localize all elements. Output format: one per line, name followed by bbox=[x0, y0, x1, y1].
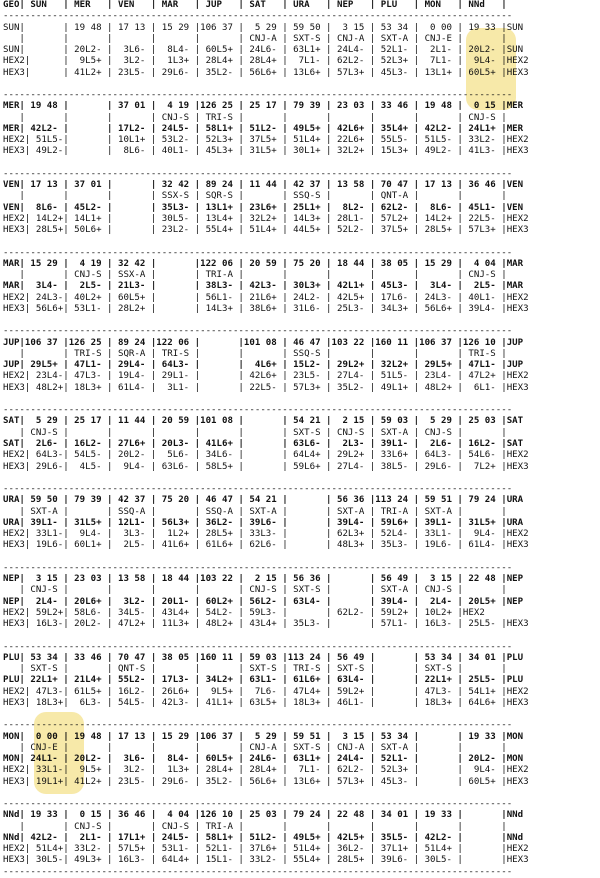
grid-row: | | | | | | CNJ-A | SXT-S | CNJ-A | SXT-A | CNJ-E | | bbox=[3, 33, 507, 44]
grid-row: JUP|106 37 |126 25 | 89 24 |122 06 | |101 08 | 46 47 |103 22 |160 11 |106 37 |126 10 |JUP bbox=[3, 337, 524, 348]
grid-row: NEP| 3 15 | 23 03 | 13 58 | 18 44 |103 22 | 2 15 | 56 36 | | 56 49 | 3 15 | 22 48 |NEP bbox=[3, 574, 524, 585]
grid-row: MAR| 3L4- | 2L5- | 21L3- | | 38L3- | 42L3- | 30L3+ | 42L1+ | 45L3- | 3L4- | 2L5- |MAR bbox=[3, 281, 524, 292]
grid-row: VEN| 17 13 | 37 01 | | 32 42 | 89 24 | 11 44 | 42 37 | 13 58 | 70 47 | 17 13 | 36 46 |VEN bbox=[3, 180, 524, 191]
grid-divider: --------------------------------------------------------------------------------------------- bbox=[3, 326, 513, 337]
grid-divider: --------------------------------------------------------------------------------------------- bbox=[3, 799, 513, 810]
grid-row: HEX2| 64L3-| 54L5- | 20L2- | 5L6- | 34L6- | | 64L4+ | 29L2+ | 33L6+ | 64L3- | 54L6- |HEX2 bbox=[3, 450, 529, 461]
grid-row: MAR| 15 29 | 4 19 | 32 42 | |122 06 | 20 59 | 75 20 | 18 44 | 38 05 | 15 29 | 4 04 |MAR bbox=[3, 258, 524, 269]
grid-row: SUN| | 19 48 | 17 13 | 15 29 |106 37 | 5 29 | 59 50 | 3 15 | 53 34 | 0 00 | 19 33 |SUN bbox=[3, 22, 524, 33]
grid-row: HEX3| 19L6-| 60L1+ | 2L5- | 41L6+ | 61L6+ | 62L6- | | 48L3+ | 35L3- | 19L6- | 61L4- |HEX3 bbox=[3, 540, 529, 551]
grid-row: HEX2| 47L3-| 61L5+ | 16L2- | 26L6+ | 9L5+ | 7L6- | 47L4+ | 59L2+ | | 47L3- | 54L1+ |HEX2 bbox=[3, 686, 529, 697]
grid-row: | CNJ-E | | | | | CNJ-A | SXT-S | CNJ-A | SXT-A | | | bbox=[3, 742, 507, 753]
grid-row: SAT| 2L6- | 16L2- | 27L6+ | 20L3- | 41L6+ | | 63L6- | 2L3- | 39L1- | 2L6- | 16L2- |SAT bbox=[3, 439, 524, 449]
grid-row: MON| 24L1- | 20L2- | 3L6- | 8L4- | 60L5+ | 24L6- | 63L1+ | 24L4- | 52L1- | | 20L2- |MON bbox=[3, 754, 524, 765]
grid-row: HEX3| 16L3-| 20L2- | 47L2+ | 11L3+ | 48L2+ | 43L4+ | 35L3- | | 57L1- | 16L3- | 25L5- |HEX3 bbox=[3, 619, 529, 630]
grid-row: | | CNJ-S | SSX-A | | TRI-A | | | | | | CNJ-S | bbox=[3, 270, 507, 281]
grid-row: MON| 0 00 | 19 48 | 17 13 | 15 29 |106 37 | 5 29 | 59 51 | 3 15 | 53 34 | | 19 33 |MON bbox=[3, 731, 524, 742]
grid-divider: --------------------------------------------------------------------------------------------- bbox=[3, 720, 513, 731]
grid-divider: --------------------------------------------------------------------------------------------- bbox=[3, 484, 513, 495]
grid-divider: --------------------------------------------------------------------------------------------- bbox=[3, 247, 513, 258]
grid-row: NNd| 19 33 | 0 15 | 36 46 | 4 04 |126 10 | 25 03 | 79 24 | 22 48 | 34 01 | 19 33 | |NNd bbox=[3, 810, 524, 821]
grid-row: PLU| 22L1+ | 21L4+ | 55L2- | 17L3- | 34L2+ | 63L1- | 61L6+ | 63L4- | | 22L1+ | 25L5- |PLU bbox=[3, 675, 524, 686]
grid-row: PLU| 53 34 | 33 46 | 70 47 | 38 05 |160 11 | 59 03 |113 24 | 56 49 | | 53 34 | 34 01 |PLU bbox=[3, 652, 524, 663]
grid-row: | CNJ-S | | | | | | SXT-S | CNJ-S | SXT-A | CNJ-S | | bbox=[3, 427, 507, 438]
grid-row: NNd| 42L2- | 2L1- | 17L1+ | 24L5- | 58L1+ | 51L2- | 49L5+ | 42L5+ | 35L5- | 42L2- | |NNd bbox=[3, 832, 524, 843]
grid-row: | CNJ-S | | | | | CNJ-S | SXT-S | | SXT-A | CNJ-S | | bbox=[3, 585, 507, 596]
grid-row: MER| 19 48 | | 37 01 | 4 19 |126 25 | 25 17 | 79 39 | 23 03 | 33 46 | 19 48 | 0 15 |MER bbox=[3, 101, 524, 112]
grid-row: HEX3| 48L2+| 18L3+ | 61L4- | 3L1- | | 22L5- | 57L3+ | 35L2- | 49L1+ | 48L2+ | 6L1- |HEX3 bbox=[3, 382, 529, 393]
grid-row: HEX2| 23L4-| 47L3- | 19L4- | 29L1- | | 42L6+ | 23L5- | 27L4- | 51L5- | 23L4- | 47L2+ |HEX2 bbox=[3, 371, 529, 382]
grid-row: HEX2| | 9L5+ | 3L2- | 1L3+ | 28L4+ | 28L4+ | 7L1- | 62L2- | 52L3+ | 7L1- | 9L4- |HEX2 bbox=[3, 56, 529, 67]
grid-row: HEX3| 29L6-| 4L5- | 9L4- | 63L6- | 58L5+ | | 59L6+ | 27L4- | 38L5- | 29L6- | 7L2+ |HEX3 bbox=[3, 461, 529, 472]
grid-divider: --------------------------------------------------------------------------------------------- bbox=[3, 168, 513, 179]
grid-row: HEX2| 59L2+| 58L6- | 34L5- | 43L4+ | 54L2- | 59L3- | | 62L2- | 59L2+ | 10L2+ |HEX2 bbox=[3, 607, 485, 618]
grid-row: HEX3| 30L5-| 49L3+ | 16L3- | 64L4+ | 15L1- | 33L2- | 55L4+ | 28L5+ | 39L6- | 30L5- | |HEX3 bbox=[3, 855, 529, 866]
grid-row: MER| 42L2- | | 17L2- | 24L5- | 58L1+ | 51L2- | 49L5+ | 42L6+ | 35L4+ | 42L2- | 24L1+ |MER bbox=[3, 123, 524, 134]
grid-divider: --------------------------------------------------------------------------------------------- bbox=[3, 641, 513, 652]
grid-row: VEN| 8L6- | 45L2- | | 35L3- | 13L1+ | 23L6+ | 25L1+ | 8L2- | 62L2- | 8L6- | 45L1- |VEN bbox=[3, 202, 524, 213]
grid-divider: --------------------------------------------------------------------------------------------- bbox=[3, 90, 513, 101]
grid-row: HEX2| 33L1-| 9L5+ | 3L2- | 1L3+ | 28L4+ | 28L4+ | 7L1- | 62L2- | 52L3+ | | 9L4- |HEX2 bbox=[3, 765, 529, 776]
grid-row: URA| 59 50 | 79 39 | 42 37 | 75 20 | 46 47 | 54 21 | | 56 36 |113 24 | 59 51 | 79 24 |URA bbox=[3, 495, 524, 506]
grid-row: | | | | CNJ-S | TRI-S | | | | | | CNJ-S | bbox=[3, 112, 507, 123]
grid-divider: --------------------------------------------------------------------------------------------- bbox=[3, 866, 513, 877]
grid-row: URA| 39L1- | 31L5+ | 12L1- | 56L3+ | 36L2- | 39L6- | | 39L4- | 59L6+ | 39L1- | 31L5+ |URA bbox=[3, 517, 524, 528]
grid-row: HEX3| 19L1+| 41L2+ | 23L5- | 29L6- | 35L2- | 56L6+ | 13L6+ | 57L3+ | 45L3- | | 60L5+ |HEX3 bbox=[3, 776, 529, 787]
grid-row: JUP| 29L5+ | 47L1- | 29L4- | 64L3- | | 4L6+ | 15L2- | 29L2+ | 32L2+ | 29L5+ | 47L1- |JUP bbox=[3, 360, 524, 371]
grid-row: HEX3| | 41L2+ | 23L5- | 29L6- | 35L2- | 56L6+ | 13L6+ | 57L3+ | 45L3- | 13L1+ | 60L5+ |HEX3 bbox=[3, 67, 529, 78]
grid-row: SAT| 5 29 | 25 17 | 11 44 | 20 59 |101 08 | | 54 21 | 2 15 | 59 03 | 5 29 | 25 03 |SAT bbox=[3, 416, 524, 427]
grid-row: HEX3| 18L3+| 6L3- | 54L5- | 42L3- | 41L1+ | 63L5+ | 18L3+ | 46L1- | | 18L3+ | 64L6+ |HEX3 bbox=[3, 697, 529, 708]
grid-row: | | CNJ-S | | CNJ-S | TRI-A | | | | | | | bbox=[3, 821, 507, 832]
grid-divider: --------------------------------------------------------------------------------------------- bbox=[3, 562, 513, 573]
grid-divider: --------------------------------------------------------------------------------------------- bbox=[3, 11, 513, 22]
grid-row: | | | | SSX-S | SQR-S | | SSQ-S | | QNT-A | | | bbox=[3, 191, 507, 202]
grid-row: SUN| | 20L2- | 3L6- | 8L4- | 60L5+ | 24L6- | 63L1+ | 24L4- | 52L1- | 2L1- | 20L2- |SUN bbox=[3, 45, 524, 56]
grid-row: HEX3| 28L5+| 50L6+ | | 23L2- | 55L4+ | 51L4+ | 44L5+ | 52L2- | 37L5+ | 28L5+ | 57L3+ |HEX3 bbox=[3, 225, 529, 236]
grid-divider: --------------------------------------------------------------------------------------------- bbox=[3, 405, 513, 416]
grid-header-row: GEO| SUN | MER | VEN | MAR | JUP | SAT | URA | NEP | PLU | MON | NNd | bbox=[3, 0, 507, 10]
grid-row: HEX2| 14L2+| 14L1+ | | 30L5- | 13L4+ | 32L2+ | 14L3+ | 28L1- | 57L2+ | 14L2+ | 22L5- |HEX2 bbox=[3, 213, 529, 224]
grid-row: HEX2| 33L1-| 9L4- | 3L3- | 1L2+ | 28L5+ | 33L3- | | 62L3+ | 52L4- | 33L1- | 9L4- |HEX2 bbox=[3, 529, 529, 540]
grid-row: HEX2| 51L4+| 33L2- | 57L5+ | 53L1- | 52L1- | 37L6+ | 51L4+ | 36L2- | 37L1+ | 51L4+ | |HEX2 bbox=[3, 844, 529, 855]
grid-row: NEP| 2L4- | 20L6+ | 3L2- | 20L1- | 60L2+ | 56L2- | 63L4- | | 39L4- | 2L4- | 20L5+ |NEP bbox=[3, 596, 524, 607]
grid-row: HEX2| 24L3-| 40L2+ | 60L5+ | | 56L1- | 21L6+ | 24L2- | 42L5+ | 17L6- | 24L3- | 40L1- |HEX2 bbox=[3, 292, 529, 303]
grid-row: | SXT-A | | SSQ-A | | SSQ-A | SXT-A | | SXT-A | TRI-A | SXT-A | | bbox=[3, 506, 507, 517]
grid-row: HEX3| 56L6+| 53L1- | 28L2+ | | 14L3+ | 38L6+ | 31L6- | 25L3- | 34L3+ | 56L6+ | 39L4- |HEX3 bbox=[3, 303, 529, 314]
grid-row: | SXT-S | | QNT-S | | | SXT-S | TRI-S | SXT-S | | SXT-S | | bbox=[3, 664, 507, 675]
grid-row: HEX2| 51L5-| | 10L1+ | 53L2- | 52L3+ | 37L5+ | 51L4+ | 22L6+ | 55L5- | 51L5- | 33L2- |HEX2 bbox=[3, 135, 529, 146]
grid-row: HEX3| 49L2-| | 8L6- | 40L1- | 45L3+ | 31L5+ | 30L1+ | 32L2+ | 15L3+ | 49L2- | 41L3- |HEX3 bbox=[3, 146, 529, 157]
grid-row: | | TRI-S | SQR-A | TRI-S | | | SSQ-S | | | | TRI-S | bbox=[3, 348, 507, 359]
